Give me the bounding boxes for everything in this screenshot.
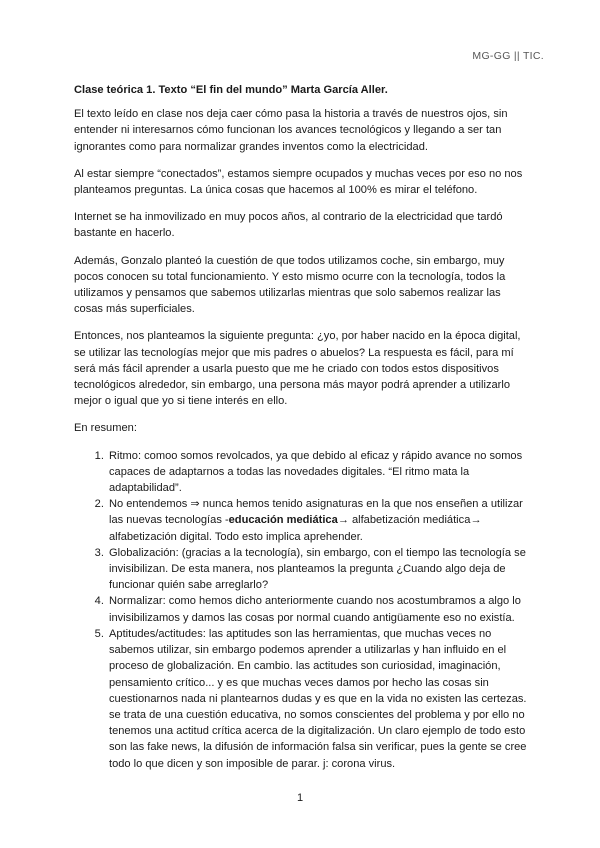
- list-item: 5. Aptitudes/actitudes: las aptitudes son las herramientas, que muchas veces no sabemos utilizar, sin embargo podemos aprender a utilizarlas y han influido en el proceso de globalización. En cambio. las actitudes son curiosidad, imaginación, pensamiento crítico... y es que muchas veces damos por hecho las cosas sin cuestionarnos nada ni plantearnos dudas y es que en la vida no existen las certezas. se trata de una cuestión educativa, no somos conscientes del problema y por ello no tenemos una actitud crítica acerca de la digitalización. Un claro ejemplo de todo esto son las fake news, la difusión de información falsa sin verificar, pues la gente se cree todo lo que dicen y son imposible de parar. j: corona virus.: [107, 626, 532, 772]
- paragraph: Al estar siempre “conectados”, estamos siempre ocupados y muchas veces por eso no nos planteamos preguntas. La única cosas que hacemos al 100% es mirar el teléfono.: [74, 167, 523, 197]
- list-item-bold-text: educación mediática: [228, 514, 338, 527]
- paragraph: El texto leído en clase nos deja caer cómo pasa la historia a través de nuestros ojos, sin entender ni interesarnos cómo funcionan los avances tecnológicos y llegando a ser tan ignorantes como para normalizar grandes inventos como la electricidad.: [74, 108, 508, 153]
- list-item-text: → alfabetización mediática→ alfabetización digital. Todo esto implica aprehender.: [109, 514, 482, 543]
- page-number: 1: [296, 792, 304, 804]
- list-item-text: No entendemos ⇒ nunca hemos tenido asignaturas en la que nos enseñen a utilizar las nuevas tecnologías -: [109, 498, 523, 527]
- paragraph: Entonces, nos planteamos la siguiente pregunta: ¿yo, por haber nacido en la época digital, se utilizar las tecnologías mejor que mis padres o abuelos? La respuesta es fácil, para mí será más fácil aprender a usarla puesto que me he criado con todos estos dispositivos tecnológicos alrededor, sin embargo, una persona más mayor podrá aprender a utilizarlo mejor o igual que yo si tiene interés en ello.: [74, 330, 521, 408]
- document-title: Clase teórica 1. Texto “El fin del mundo” Marta García Aller.: [74, 84, 388, 96]
- page-header: MG-GG || TIC.: [472, 50, 544, 62]
- summary-heading: En resumen:: [74, 422, 137, 435]
- paragraph: Además, Gonzalo planteó la cuestión de que todos utilizamos coche, sin embargo, muy pocos conocen su total funcionamiento. Y esto mismo ocurre con la tecnología, todos la utilizamos y pensamos que sabemos utilizarlas mientras que solo sabemos realizar las cosas más superficiales.: [74, 254, 506, 316]
- document-body: [74, 82, 532, 772]
- list-item: 1. Ritmo: comoo somos revolcados, ya que debido al eficaz y rápido avance no somos capaces de adaptarnos a todas las novedades digitales. “El ritmo mata la adaptabilidad”.: [107, 448, 532, 497]
- list-item: 3. Globalización: (gracias a la tecnología), sin embargo, con el tiempo las tecnología se invisibilizan. De esta manera, nos planteamos la pregunta ¿Cuando algo deja de funcionar quién sabe arreglarlo?: [107, 545, 532, 594]
- summary-list: [74, 448, 532, 772]
- list-item: 4. Normalizar: como hemos dicho anteriormente cuando nos acostumbramos a algo lo invisibilizamos y damos las cosas por normal cuando antigüamente eso no existía.: [107, 593, 532, 625]
- paragraph: Internet se ha inmovilizado en muy pocos años, al contrario de la electricidad que tardó bastante en hacerlo.: [74, 211, 503, 240]
- list-item: [107, 496, 532, 545]
